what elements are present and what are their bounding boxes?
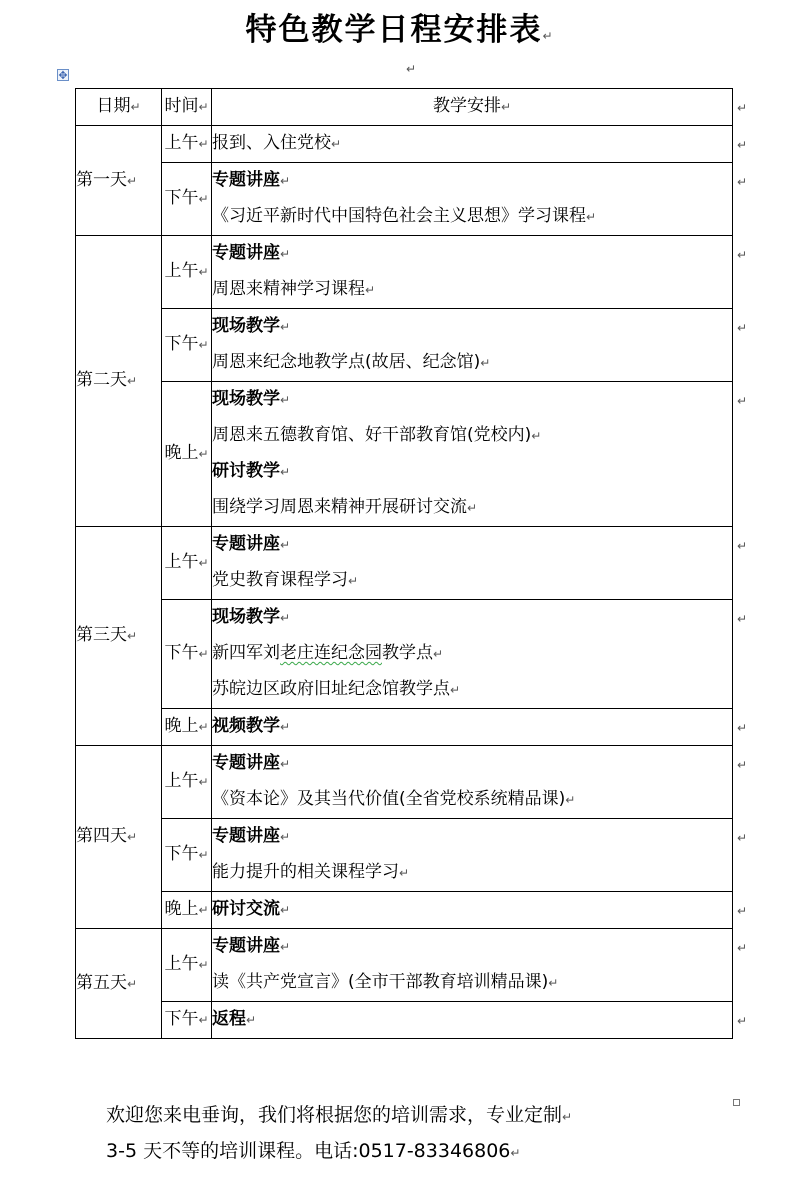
- time-slot: 下午↵: [162, 1002, 212, 1039]
- paragraph-mark: ↵: [480, 356, 491, 370]
- header-date: 日期↵: [76, 89, 162, 126]
- activity-type: 现场教学↵: [212, 316, 291, 336]
- paragraph-mark: ↵: [531, 429, 542, 443]
- activity-detail: 《习近平新时代中国特色社会主义思想》学习课程↵: [212, 206, 597, 226]
- activity-type: 专题讲座↵: [212, 534, 291, 554]
- schedule-row: [76, 819, 733, 892]
- time-slot: 晚上↵: [162, 709, 212, 746]
- paragraph-mark: ↵: [280, 247, 291, 261]
- activity-type: 返程↵: [212, 1009, 257, 1029]
- schedule-row: [76, 746, 733, 819]
- arrangement-cell: [212, 1002, 733, 1039]
- row-end-mark: ↵: [737, 830, 748, 845]
- row-end-mark: ↵: [737, 137, 748, 152]
- schedule-table: [75, 88, 733, 1039]
- activity-type: 现场教学↵: [212, 607, 291, 627]
- paragraph-mark: ↵: [548, 976, 559, 990]
- row-end-mark: ↵: [737, 247, 748, 262]
- row-end-mark: ↵: [737, 903, 748, 918]
- paragraph-mark: ↵: [198, 848, 209, 862]
- paragraph-mark: ↵: [365, 283, 376, 297]
- row-end-mark: ↵: [737, 720, 748, 735]
- activity-detail: 周恩来纪念地教学点(故居、纪念馆)↵: [212, 352, 491, 372]
- activity-detail: 周恩来五德教育馆、好干部教育馆(党校内)↵: [212, 425, 542, 445]
- paragraph-mark: ↵: [565, 793, 576, 807]
- paragraph-mark: ↵: [198, 775, 209, 789]
- day-label: 第三天↵: [76, 527, 162, 746]
- row-end-mark: ↵: [737, 174, 748, 189]
- paragraph-mark: ↵: [399, 866, 410, 880]
- activity-detail: 周恩来精神学习课程↵: [212, 279, 376, 299]
- paragraph-mark: ↵: [198, 447, 209, 461]
- paragraph-mark: ↵: [127, 976, 138, 991]
- activity-type: 专题讲座↵: [212, 170, 291, 190]
- schedule-row: [76, 892, 733, 929]
- time-slot: 上午↵: [162, 236, 212, 309]
- time-slot: 下午↵: [162, 309, 212, 382]
- arrangement-cell: [212, 819, 733, 892]
- time-slot: 晚上↵: [162, 382, 212, 527]
- activity-detail: 围绕学习周恩来精神开展研讨交流↵: [212, 497, 478, 517]
- document-title: 特色教学日程安排表↵: [245, 12, 555, 48]
- paragraph-mark: ↵: [280, 320, 291, 334]
- row-end-mark: ↵: [737, 538, 748, 553]
- paragraph-mark: ↵: [450, 683, 461, 697]
- paragraph-mark: ↵: [280, 720, 291, 734]
- paragraph-mark: ↵: [467, 501, 478, 515]
- paragraph-mark: ↵: [348, 574, 359, 588]
- arrangement-cell: [212, 236, 733, 309]
- paragraph-mark: ↵: [198, 338, 209, 352]
- activity-type: 研讨交流↵: [212, 899, 291, 919]
- paragraph-mark: ↵: [280, 903, 291, 917]
- schedule-row: [76, 600, 733, 709]
- paragraph-mark: ↵: [127, 374, 138, 388]
- time-slot: 晚上↵: [162, 892, 212, 929]
- time-slot: 下午↵: [162, 819, 212, 892]
- activity-detail: 苏皖边区政府旧址纪念馆教学点↵: [212, 679, 461, 699]
- paragraph-mark: ↵: [198, 647, 209, 661]
- paragraph-mark: ↵: [198, 556, 209, 570]
- schedule-row: [76, 929, 733, 1002]
- day-label: 第四天↵: [76, 746, 162, 929]
- table-move-handle-icon[interactable]: ✥: [58, 69, 68, 82]
- arrangement-cell: [212, 527, 733, 600]
- arrangement-cell: [212, 309, 733, 382]
- activity-type: 专题讲座↵: [212, 826, 291, 846]
- table-header-row: [76, 89, 733, 126]
- paragraph-mark: ↵: [246, 1013, 257, 1027]
- paragraph-mark: ↵: [280, 830, 291, 844]
- paragraph-mark: ↵: [280, 538, 291, 552]
- paragraph-mark: ↵: [280, 611, 291, 625]
- time-slot: 上午↵: [162, 929, 212, 1002]
- day-label: 第二天↵: [76, 236, 162, 527]
- spellcheck-underline: 老庄连纪念园: [280, 643, 382, 663]
- day-label: 第五天↵: [76, 929, 162, 1039]
- paragraph-mark: ↵: [586, 210, 597, 224]
- row-end-mark: ↵: [737, 757, 748, 772]
- time-slot: 上午↵: [162, 746, 212, 819]
- paragraph-mark: ↵: [331, 137, 342, 151]
- activity-type: 研讨教学↵: [212, 461, 291, 481]
- paragraph-mark: ↵: [198, 137, 209, 151]
- activity-detail: 《资本论》及其当代价值(全省党校系统精品课)↵: [212, 789, 576, 809]
- paragraph-mark: ↵: [406, 62, 417, 76]
- activity-detail: 读《共产党宣言》(全市干部教育培训精品课)↵: [212, 972, 559, 992]
- schedule-row: [76, 709, 733, 746]
- activity-type: 专题讲座↵: [212, 936, 291, 956]
- paragraph-mark: ↵: [198, 958, 209, 972]
- paragraph-mark: ↵: [280, 393, 291, 407]
- row-end-mark: ↵: [737, 611, 748, 626]
- footer-line-1: 欢迎您来电垂询，我们将根据您的培训需求，专业定制↵: [106, 1104, 573, 1126]
- header-time: 时间↵: [162, 89, 212, 126]
- time-slot: 下午↵: [162, 163, 212, 236]
- paragraph-mark: ↵: [198, 192, 209, 206]
- activity-detail: 报到、入住党校↵: [212, 133, 342, 153]
- paragraph-mark: ↵: [542, 29, 555, 43]
- schedule-row: [76, 527, 733, 600]
- paragraph-mark: ↵: [198, 265, 209, 279]
- paragraph-mark: ↵: [198, 720, 209, 734]
- row-end-mark: ↵: [737, 1013, 748, 1028]
- arrangement-cell: [212, 709, 733, 746]
- activity-detail: 新四军刘老庄连纪念园教学点↵: [212, 643, 444, 663]
- paragraph-mark: ↵: [198, 903, 209, 917]
- paragraph-mark: ↵: [280, 174, 291, 188]
- arrangement-cell: [212, 746, 733, 819]
- header-arrangement: 教学安排↵: [212, 89, 733, 126]
- time-slot: 下午↵: [162, 600, 212, 709]
- footer-line-2: 3-5 天不等的培训课程。电话:0517-83346806↵: [106, 1140, 521, 1162]
- row-end-mark: ↵: [737, 100, 748, 115]
- paragraph-mark: ↵: [280, 757, 291, 771]
- activity-detail: 能力提升的相关课程学习↵: [212, 862, 410, 882]
- arrangement-cell: [212, 929, 733, 1002]
- activity-type: 专题讲座↵: [212, 753, 291, 773]
- schedule-row: [76, 1002, 733, 1039]
- time-slot: 上午↵: [162, 527, 212, 600]
- text-boundary-marker: [733, 1099, 740, 1106]
- arrangement-cell: [212, 892, 733, 929]
- paragraph-mark: ↵: [198, 1013, 209, 1027]
- contact-footer: [106, 1098, 736, 1170]
- activity-type: 现场教学↵: [212, 389, 291, 409]
- schedule-row: [76, 163, 733, 236]
- row-end-mark: ↵: [737, 940, 748, 955]
- schedule-row: [76, 126, 733, 163]
- activity-type: 视频教学↵: [212, 716, 291, 736]
- schedule-row: [76, 236, 733, 309]
- time-slot: 上午↵: [162, 126, 212, 163]
- paragraph-mark: ↵: [280, 465, 291, 479]
- arrangement-cell: [212, 382, 733, 527]
- paragraph-mark: ↵: [127, 629, 138, 643]
- schedule-row: [76, 382, 733, 527]
- paragraph-mark: ↵: [127, 830, 138, 844]
- schedule-row: [76, 309, 733, 382]
- paragraph-mark: ↵: [127, 173, 138, 188]
- activity-detail: 党史教育课程学习↵: [212, 570, 359, 590]
- arrangement-cell: [212, 126, 733, 163]
- activity-type: 专题讲座↵: [212, 243, 291, 263]
- arrangement-cell: [212, 163, 733, 236]
- row-end-mark: ↵: [737, 393, 748, 408]
- paragraph-mark: ↵: [433, 647, 444, 661]
- arrangement-cell: [212, 600, 733, 709]
- paragraph-mark: ↵: [280, 940, 291, 954]
- row-end-mark: ↵: [737, 320, 748, 335]
- day-label: 第一天↵: [76, 126, 162, 236]
